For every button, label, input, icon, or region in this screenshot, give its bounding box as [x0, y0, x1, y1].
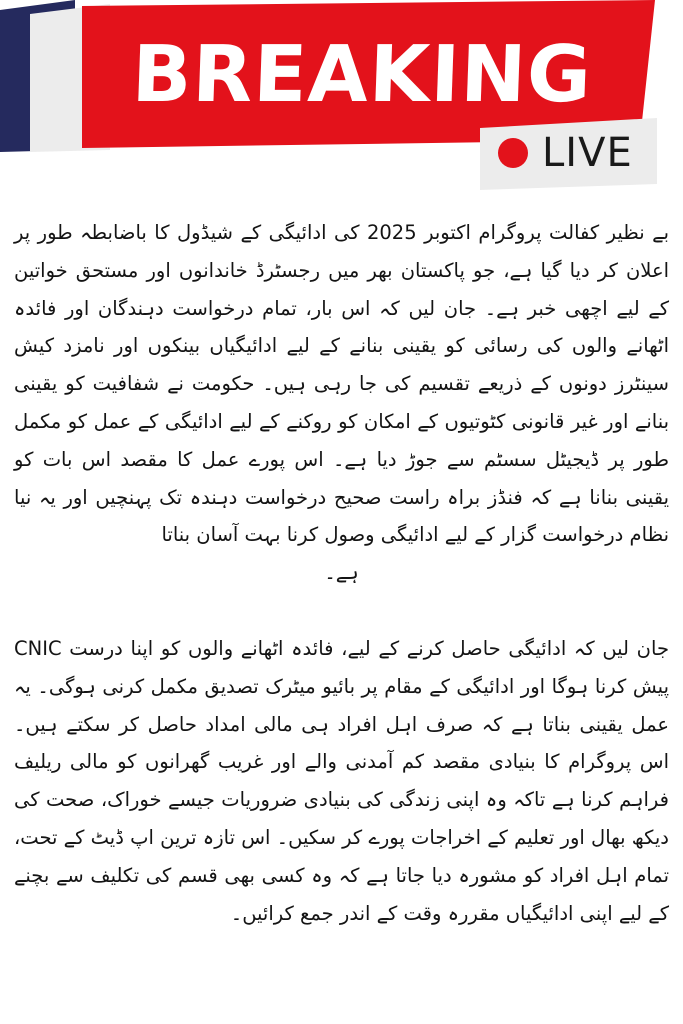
article-paragraph-1	[14, 214, 669, 592]
article-body	[14, 214, 669, 932]
breaking-live-banner	[0, 0, 683, 205]
article-paragraph-2: جان لیں کہ ادائیگی حاصل کرنے کے لیے، فائدہ اٹھانے والوں کو اپنا درست CNIC پیش کرنا ہوگا اور ادائیگی کے مقام پر بائیو میٹرک تصدیق مکمل کرنی ہوگی۔ یہ عمل یقینی بناتا ہے کہ صرف اہل افراد ہی مالی امداد حاصل کر سکتے ہیں۔ اس پروگرام کا بنیادی مقصد کم آمدنی والے اور غریب گھرانوں کو مالی ریلیف فراہم کرنا ہے تاکہ وہ اپنی زندگی کی بنیادی ضروریات جیسے خوراک، صحت کی دیکھ بھال اور تعلیم کے اخراجات پورے کر سکیں۔ اس تازہ ترین اپ ڈیٹ کے تحت، تمام اہل افراد کو مشورہ دیا جاتا ہے کہ وہ کسی بھی قسم کی تکلیف سے بچنے کے لیے اپنی ادائیگیاں مقررہ وقت کے اندر جمع کرائیں۔	[14, 636, 669, 925]
live-dot-icon	[498, 138, 528, 168]
live-label: LIVE	[542, 130, 633, 176]
breaking-headline: BREAKING	[130, 30, 594, 120]
article-paragraph-1-tail: ہے۔	[324, 561, 359, 585]
live-indicator	[478, 124, 656, 182]
article-paragraph-1-text: بے نظیر کفالت پروگرام اکتوبر 2025 کی ادائیگی کے شیڈول کا باضابطہ طور پر اعلان کر دیا گیا ہے، جو پاکستان بھر میں رجسٹرڈ خاندانوں اور مستحق خواتین کے لیے اچھی خبر ہے۔ جان لیں کہ اس بار، تمام درخواست دہندگان اور فائدہ اٹھانے والوں کی رسائی کو یقینی بنانے کے لیے ادائیگیاں بینکوں اور نامزد کیش سینٹرز دونوں کے ذریعے تقسیم کی جا رہی ہیں۔ حکومت نے شفافیت کو یقینی بنانے اور غیر قانونی کٹوتیوں کے امکان کو روکنے کے لیے ادائیگی کے عمل کو مکمل طور پر ڈیجیٹل سسٹم سے جوڑ دیا ہے۔ اس پورے عمل کا مقصد اس بات کو یقینی بنانا ہے کہ فنڈز براہ راست صحیح درخواست دہندہ تک پہنچیں اور یہ نیا نظام درخواست گزار کے لیے ادائیگی وصول کرنا بہت آسان بناتا	[14, 221, 669, 547]
